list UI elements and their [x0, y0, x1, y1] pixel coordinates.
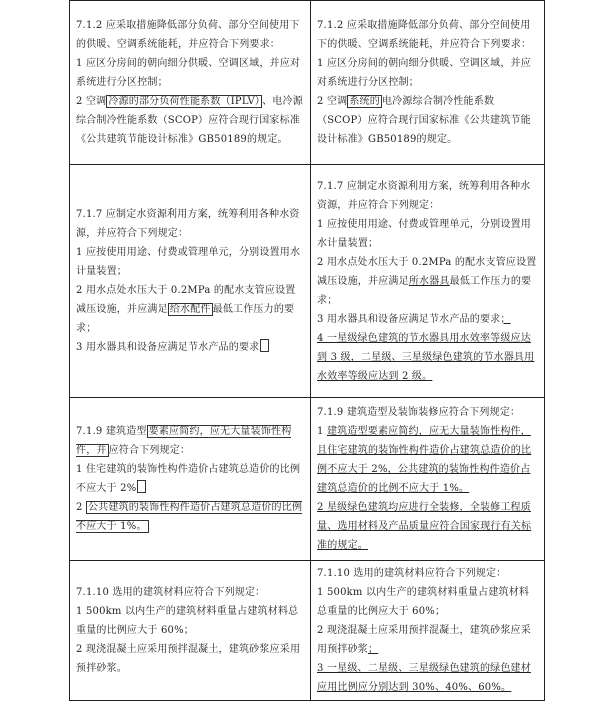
boxed-text: 公共建筑的装饰性构件造价占建筑总造价的比例不应大于 1%。 — [76, 502, 303, 532]
clause-item — [317, 92, 539, 149]
insertion-mark — [137, 480, 146, 493]
clause-item — [317, 422, 539, 498]
table-cell-old — [70, 398, 311, 561]
clause-item — [76, 460, 305, 498]
clause-heading: 7.1.2 应采取措施降低部分负荷、部分空间使用下的供暖、空调系统能耗，并应符合下列要求： — [317, 20, 532, 50]
clause-item — [76, 92, 305, 149]
text-run: 2 现浇混凝土应采用预拌混凝土，建筑砂浆应采用预拌砂浆 — [317, 625, 531, 655]
text-run: 2 空调 — [76, 96, 107, 107]
clause-heading: 7.1.10 选用的建筑材料应符合下列规定： — [76, 587, 266, 598]
clause-heading: 7.1.7 应制定水资源利用方案，统筹利用各种水资源，并应符合下列规定： — [317, 180, 531, 211]
clause-heading: 7.1.2 应采取措施降低部分负荷、部分空间使用下的供暖、空调系统能耗，并应符合下列要求： — [76, 20, 300, 50]
boxed-text: 给水配件 — [169, 304, 211, 315]
clause-item — [317, 621, 539, 659]
clause-item: 1 应区分房间的朝向细分供暖、空调区域，并应对系统进行分区控制； — [317, 58, 531, 88]
text-run: 2 用水点处水压大于 0.2MPa 的配水支管应设置减压设施，并应满足 — [317, 256, 537, 287]
clause-item: 1 应按使用用途、付费或管理单元，分别设置用水计量装置； — [76, 247, 301, 277]
table-cell-old — [70, 165, 311, 398]
boxed-text: 要素应简约，应无大量装饰性构件，并 — [76, 426, 292, 456]
text-run: 最低工作压力的要求； — [76, 304, 295, 334]
clause-item — [76, 338, 305, 357]
table-cell-new — [311, 1, 545, 165]
clause-item — [317, 310, 539, 329]
clause-heading — [76, 422, 305, 460]
added-clause: 3 一星级、二星级、三星级绿色建筑的绿色建材应用比例应分别达到 30%、40%、60%。 — [317, 663, 531, 693]
clause-item — [76, 281, 305, 338]
underlined-text: 所水器具 — [408, 275, 450, 287]
text-run: 2 用水点处水压大于 0.2MPa 的配水支管应设置减压设施，并应满足 — [76, 285, 296, 315]
table-cell-new — [311, 165, 545, 398]
table-row — [70, 165, 545, 398]
clause-heading: 7.1.10 选用的建筑材料应符合下列规定： — [317, 568, 507, 579]
text-run: 、电冷源综合制冷性能系数（SCOP）应符合现行国家标准《公共建筑节能设计标准》GB50189的规定。 — [76, 96, 303, 145]
added-clause: 2 星级绿色建筑均应进行全装修，全装修工程质量、选用材料及产品质量应符合国家现行有关标准的规定。 — [317, 502, 532, 551]
text-run: 最低工作压力的要求； — [317, 275, 532, 306]
table-row — [70, 1, 545, 165]
text-run: 2 空调 — [317, 96, 348, 107]
table-cell-old — [70, 561, 311, 701]
table-cell-old — [70, 1, 311, 165]
boxed-text: 冷源的部分负荷性能系数（IPLV） — [108, 96, 261, 107]
clause-item: 1 应按使用用途、付费或管理单元，分别设置用水计量装置； — [317, 218, 531, 249]
clause-heading: 7.1.7 应制定水资源利用方案，统筹利用各种水资源，并应符合下列规定： — [76, 209, 300, 239]
text-run: 7.1.9 建筑造型 — [76, 426, 147, 437]
text-run: 3 用水器具和设备应满足节水产品的要求 — [317, 313, 501, 325]
insertion-mark — [260, 339, 269, 352]
table-cell-new — [311, 398, 545, 561]
clause-heading: 7.1.9 建筑造型及装饰装修应符合下列规定： — [317, 407, 521, 418]
underlined-text: ； — [368, 644, 379, 655]
clause-item — [76, 498, 305, 536]
added-clause: 4 一星级绿色建筑的节水器具用水效率等级应达到 3 级，二星级、三星级绿色建筑的节水器具用水效率等级应达到 2 级。 — [317, 332, 535, 382]
comparison-table — [69, 0, 545, 701]
boxed-text: 系统的 — [349, 96, 380, 107]
clause-item: 1 500km 以内生产的建筑材料重量占建筑材料总重量的比例应大于 60%； — [317, 587, 530, 617]
underlined-text: 建筑造型要素应简约，应无大量装饰性构件，且住宅建筑的装饰性构件造价占建筑总造价的比例不应大于 2%，公共建筑的装饰性构件造价占建筑总造价的比例不应大于 1%。 — [317, 426, 532, 494]
underlined-text: ； — [500, 313, 511, 325]
table-row — [70, 398, 545, 561]
clause-item — [317, 253, 539, 310]
text-run: 电冷源综合制冷性能系数（SCOP）应符合现行国家标准《公共建筑节能设计标准》GB50189的规定。 — [317, 96, 531, 145]
text-run: 3 用水器具和设备应满足节水产品的要求 — [76, 342, 260, 353]
text-run: 1 — [317, 426, 327, 437]
text-run: 1 住宅建筑的装饰性构件造价占建筑总造价的比例不应大于 2% — [76, 464, 301, 494]
text-run: 应符合下列规定： — [108, 445, 191, 456]
clause-item: 1 应区分房间的朝向细分供暖、空调区域，并应对系统进行分区控制； — [76, 58, 301, 88]
table-cell-new — [311, 561, 545, 701]
table-row — [70, 561, 545, 701]
clause-item: 1 500km 以内生产的建筑材料重量占建筑材料总重量的比例应大于 60%； — [76, 606, 299, 636]
clause-item: 2 现浇混凝土应采用预拌混凝土，建筑砂浆应采用预拌砂浆。 — [76, 644, 301, 674]
text-run: 2 — [76, 502, 86, 513]
